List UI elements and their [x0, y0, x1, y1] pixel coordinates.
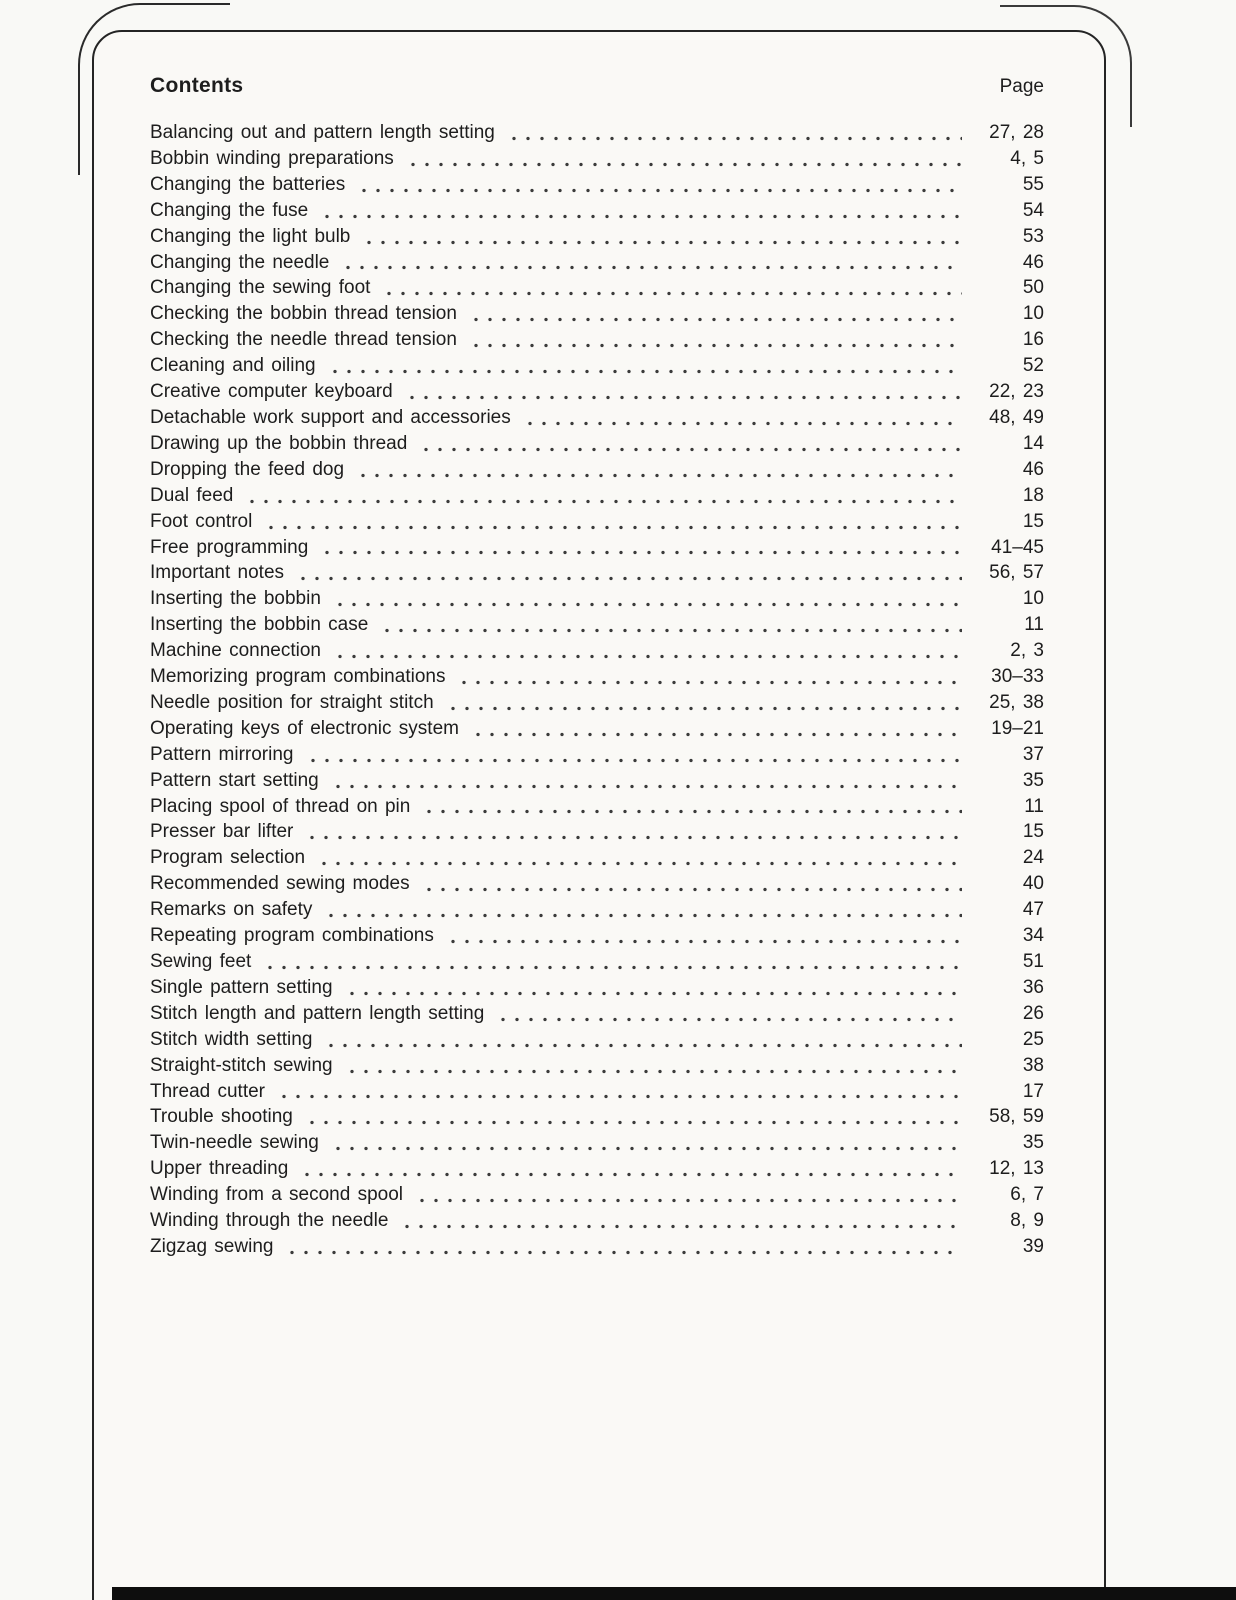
toc-entry-title: Bobbin winding preparations	[150, 147, 394, 169]
dot-leader	[471, 731, 962, 738]
toc-entry-title: Drawing up the bobbin thread	[150, 432, 408, 454]
dot-leader	[264, 524, 962, 531]
toc-entry	[150, 120, 1044, 146]
toc-entry	[150, 172, 1044, 198]
toc-entry	[150, 897, 1044, 923]
toc-entry	[150, 975, 1044, 1001]
toc-entry-title: Remarks on safety	[150, 899, 313, 921]
dot-leader	[415, 1197, 962, 1204]
toc-entry-title: Stitch length and pattern length setting	[150, 1002, 485, 1024]
toc-entry-pages: 16	[1022, 329, 1044, 351]
toc-entry-pages: 56, 57	[989, 562, 1044, 584]
toc-entry-pages: 37	[1022, 743, 1044, 765]
toc-entry	[150, 405, 1044, 431]
dot-leader	[324, 1042, 962, 1049]
toc-entry	[150, 457, 1044, 483]
toc-entry	[150, 1053, 1044, 1079]
toc-entry	[150, 1130, 1044, 1156]
toc-entry	[150, 353, 1044, 379]
toc-entry-pages: 24	[1022, 847, 1044, 869]
toc-entry-pages: 17	[1022, 1080, 1044, 1102]
toc-entry	[150, 690, 1044, 716]
dot-leader	[507, 135, 962, 142]
dot-leader	[331, 1145, 962, 1152]
toc-entry-title: Single pattern setting	[150, 976, 333, 998]
toc-entry	[150, 1001, 1044, 1027]
toc-entry-pages: 51	[1022, 951, 1044, 972]
toc-entry-title: Winding from a second spool	[150, 1184, 404, 1206]
toc-entry-pages: 54	[1022, 199, 1044, 221]
toc-entry-title: Stitch width setting	[150, 1028, 313, 1050]
toc-entry-pages: 4, 5	[1010, 147, 1044, 169]
dot-leader	[446, 938, 962, 945]
toc-entry-title: Presser bar lifter	[150, 821, 294, 843]
toc-entry	[150, 768, 1044, 794]
toc-entry-pages: 47	[1022, 899, 1044, 921]
toc-entry	[150, 379, 1044, 405]
toc-entry	[150, 146, 1044, 172]
toc-entry-pages: 22, 23	[989, 381, 1044, 403]
toc-entry-pages: 35	[1022, 1132, 1044, 1154]
toc-entry-title: Placing spool of thread on pin	[150, 795, 411, 817]
toc-entry-title: Machine connection	[150, 640, 321, 662]
toc-entry	[150, 819, 1044, 845]
dot-leader	[300, 1171, 962, 1178]
toc-entry-pages: 27, 28	[989, 122, 1044, 143]
dot-leader	[469, 342, 962, 349]
toc-entry	[150, 431, 1044, 457]
toc-entry-pages: 12, 13	[989, 1158, 1044, 1180]
dot-leader	[422, 808, 962, 815]
toc-entry	[150, 845, 1044, 871]
dot-leader	[356, 472, 962, 479]
toc-entry-title: Memorizing program combinations	[150, 666, 446, 688]
dot-leader	[306, 757, 963, 764]
toc-entry-pages: 14	[1022, 432, 1044, 454]
dot-leader	[328, 368, 962, 375]
toc-entry	[150, 949, 1044, 975]
toc-entry	[150, 586, 1044, 612]
toc-entry	[150, 250, 1044, 276]
dot-leader	[245, 498, 962, 505]
toc-entry-pages: 38	[1022, 1054, 1044, 1076]
toc-entry-title: Changing the light bulb	[150, 225, 351, 247]
dot-leader	[324, 912, 962, 919]
toc-entry-title: Changing the needle	[150, 251, 330, 273]
page-column-label: Page	[999, 76, 1044, 97]
toc-entry	[150, 1079, 1044, 1105]
toc-entry-title: Trouble shooting	[150, 1106, 293, 1128]
toc-entry-title: Upper threading	[150, 1158, 289, 1180]
dot-leader	[469, 316, 962, 323]
toc-entry-title: Inserting the bobbin case	[150, 614, 369, 636]
toc-entry	[150, 1234, 1044, 1260]
dot-leader	[380, 627, 962, 634]
toc-entry	[150, 301, 1044, 327]
dot-leader	[400, 1223, 962, 1230]
toc-entry-title: Changing the sewing foot	[150, 277, 371, 299]
dot-leader	[305, 1119, 962, 1126]
dot-leader	[446, 705, 962, 712]
toc-entry-pages: 15	[1022, 510, 1044, 532]
toc-entry-pages: 46	[1022, 458, 1044, 480]
toc-entry	[150, 1104, 1044, 1130]
dot-leader	[277, 1093, 962, 1100]
dot-leader	[422, 886, 962, 893]
toc-entry	[150, 535, 1044, 561]
toc-entry-title: Operating keys of electronic system	[150, 717, 459, 739]
toc-entry	[150, 224, 1044, 250]
toc-entry-pages: 11	[1024, 614, 1044, 636]
toc-entry-pages: 2, 3	[1010, 640, 1044, 662]
toc-entry-title: Dual feed	[150, 484, 234, 506]
dot-leader	[457, 679, 962, 686]
dot-leader	[345, 1068, 962, 1075]
toc-entry-pages: 34	[1022, 925, 1044, 947]
toc-entry	[150, 327, 1044, 353]
toc-entry	[150, 871, 1044, 897]
dot-leader	[320, 213, 962, 220]
toc-entry-title: Twin-needle sewing	[150, 1132, 319, 1154]
toc-entry-pages: 40	[1022, 873, 1044, 895]
dot-leader	[320, 549, 962, 556]
toc-entry	[150, 1208, 1044, 1234]
toc-entry-pages: 11	[1024, 795, 1044, 817]
toc-entry-title: Pattern start setting	[150, 769, 319, 791]
toc-entry	[150, 509, 1044, 535]
toc-entry-title: Changing the fuse	[150, 199, 309, 221]
toc-list	[150, 120, 1044, 1260]
toc-entry-pages: 26	[1022, 1002, 1044, 1024]
toc-entry-title: Program selection	[150, 847, 306, 869]
toc-entry	[150, 638, 1044, 664]
toc-entry-title: Zigzag sewing	[150, 1235, 274, 1257]
toc-entry	[150, 612, 1044, 638]
toc-entry-title: Changing the batteries	[150, 173, 346, 195]
scan-bottom-edge	[112, 1587, 1236, 1600]
toc-header	[150, 74, 1044, 98]
dot-leader	[345, 990, 962, 997]
toc-entry-pages: 53	[1022, 225, 1044, 247]
toc-entry	[150, 1182, 1044, 1208]
toc-entry-pages: 41–45	[991, 536, 1044, 558]
toc-entry	[150, 742, 1044, 768]
toc-entry-title: Free programming	[150, 536, 309, 558]
toc-entry-title: Important notes	[150, 562, 285, 584]
toc-entry-pages: 39	[1022, 1235, 1044, 1257]
dot-leader	[523, 420, 962, 427]
toc-entry-title: Winding through the needle	[150, 1210, 389, 1232]
dot-leader	[263, 964, 962, 971]
toc-entry	[150, 560, 1044, 586]
dot-leader	[285, 1249, 962, 1256]
toc-entry-pages: 15	[1022, 821, 1044, 843]
toc-entry-pages: 35	[1022, 769, 1044, 791]
toc-entry	[150, 198, 1044, 224]
dot-leader	[405, 394, 962, 401]
toc-entry-title: Needle position for straight stitch	[150, 691, 434, 713]
toc-entry-title: Checking the bobbin thread tension	[150, 303, 457, 325]
toc-entry-pages: 52	[1022, 355, 1044, 377]
dot-leader	[496, 1016, 962, 1023]
dot-leader	[419, 446, 962, 453]
toc-entry	[150, 794, 1044, 820]
dot-leader	[333, 601, 962, 608]
toc-entry-pages: 25	[1022, 1028, 1044, 1050]
dot-leader	[305, 834, 962, 841]
toc-entry-title: Checking the needle thread tension	[150, 329, 457, 351]
toc-entry-title: Dropping the feed dog	[150, 458, 345, 480]
toc-entry	[150, 664, 1044, 690]
dot-leader	[331, 783, 962, 790]
toc-entry-pages: 50	[1022, 277, 1044, 299]
contents-title: Contents	[150, 74, 244, 97]
toc-entry-pages: 19–21	[991, 717, 1044, 739]
toc-entry-pages: 48, 49	[989, 406, 1044, 428]
toc-entry-title: Inserting the bobbin	[150, 588, 321, 610]
toc-entry	[150, 483, 1044, 509]
toc-entry-title: Sewing feet	[150, 951, 252, 972]
toc-entry-pages: 30–33	[991, 666, 1044, 688]
dot-leader	[382, 290, 962, 297]
toc-content	[94, 32, 1104, 1260]
toc-entry-pages: 8, 9	[1010, 1210, 1044, 1232]
toc-entry-title: Balancing out and pattern length setting	[150, 122, 495, 143]
toc-entry-title: Cleaning and oiling	[150, 355, 316, 377]
toc-entry	[150, 716, 1044, 742]
dot-leader	[296, 575, 962, 582]
toc-entry-title: Recommended sewing modes	[150, 873, 410, 895]
toc-entry	[150, 1156, 1044, 1182]
dot-leader	[406, 161, 962, 168]
toc-entry	[150, 1027, 1044, 1053]
dot-leader	[341, 264, 962, 271]
toc-entry-pages: 6, 7	[1010, 1184, 1044, 1206]
toc-entry-pages: 25, 38	[989, 691, 1044, 713]
toc-entry-pages: 10	[1022, 588, 1044, 610]
toc-entry	[150, 275, 1044, 301]
toc-entry-pages: 36	[1022, 976, 1044, 998]
toc-entry	[150, 923, 1044, 949]
toc-entry-title: Detachable work support and accessories	[150, 406, 511, 428]
toc-entry-title: Thread cutter	[150, 1080, 265, 1102]
toc-entry-title: Repeating program combinations	[150, 925, 434, 947]
toc-entry-pages: 18	[1022, 484, 1044, 506]
dot-leader	[333, 653, 962, 660]
dot-leader	[357, 187, 962, 194]
dot-leader	[317, 860, 962, 867]
toc-entry-pages: 10	[1022, 303, 1044, 325]
toc-entry-title: Straight-stitch sewing	[150, 1054, 333, 1076]
toc-entry-title: Pattern mirroring	[150, 743, 294, 765]
toc-entry-title: Creative computer keyboard	[150, 381, 393, 403]
toc-entry-pages: 46	[1022, 251, 1044, 273]
toc-entry-pages: 58, 59	[989, 1106, 1044, 1128]
dot-leader	[362, 239, 962, 246]
toc-entry-title: Foot control	[150, 510, 253, 532]
toc-entry-pages: 55	[1022, 173, 1044, 195]
page-border-frame	[92, 30, 1106, 1600]
